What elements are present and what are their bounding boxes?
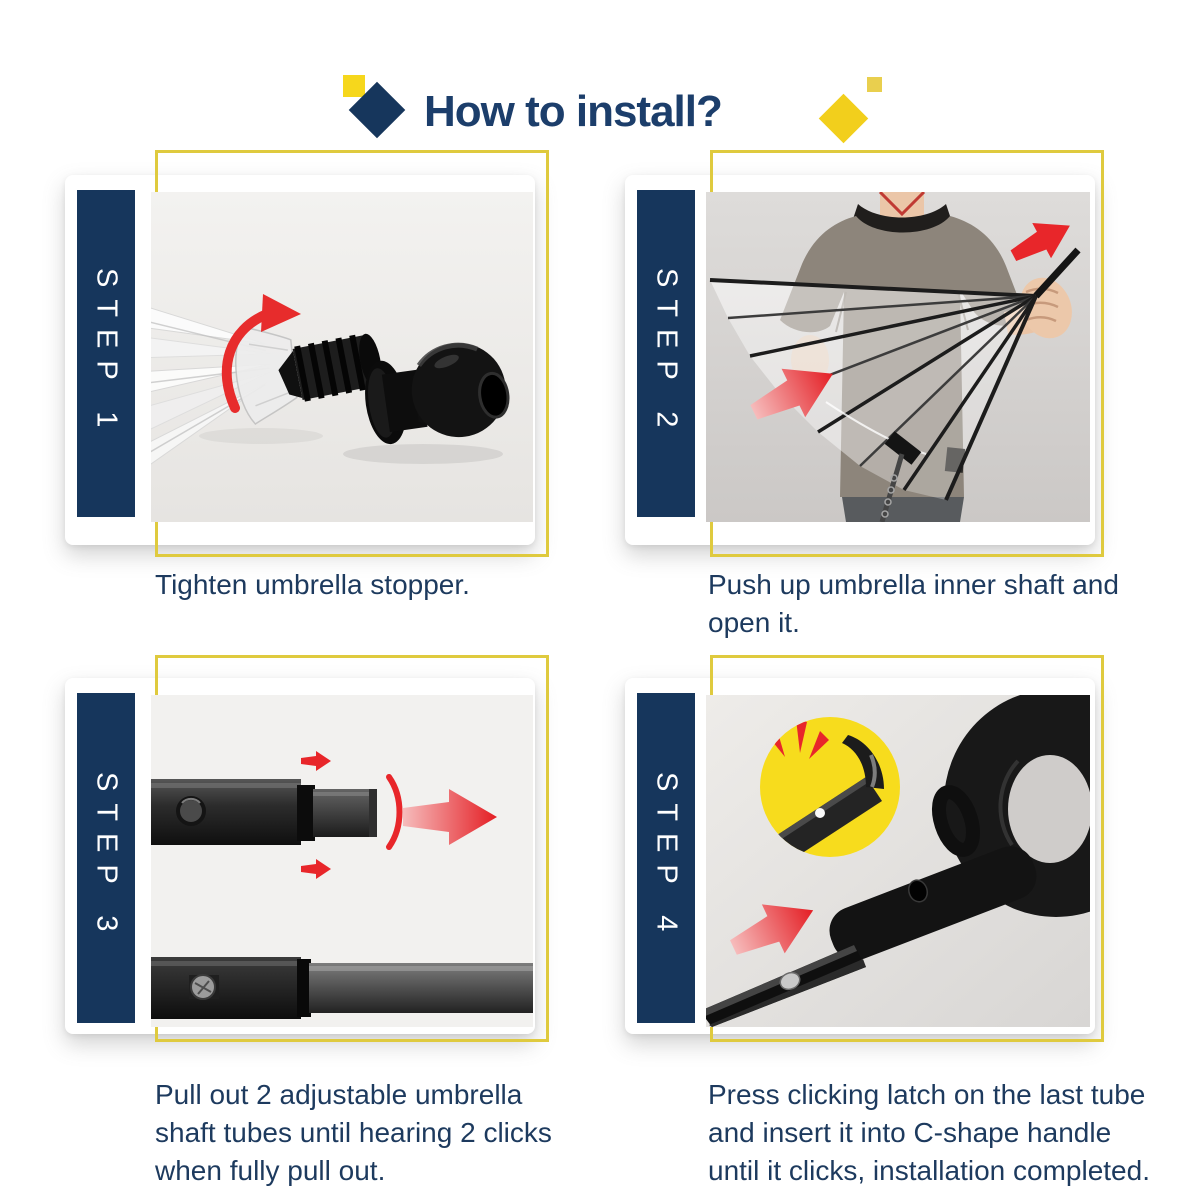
caption-line: Pull out 2 adjustable umbrella: [155, 1079, 523, 1110]
step-1-photo: [151, 192, 533, 522]
step-4-banner: [637, 693, 695, 1023]
lower-shaft-tube: [151, 957, 533, 1019]
step-3-banner: [77, 693, 135, 1023]
caption-line: Push up umbrella inner shaft and: [708, 569, 1119, 600]
shaft-tubes-illustration: [151, 695, 533, 1027]
step-1-caption: [155, 566, 470, 604]
caption-line: Tighten umbrella stopper.: [155, 569, 470, 600]
step-4-caption: [708, 1076, 1150, 1190]
yellow-square-small-icon: [867, 77, 882, 92]
page-title: How to install?: [424, 87, 722, 137]
step-2-caption: [708, 566, 1119, 642]
step-3-photo: [151, 695, 533, 1027]
step-1-label: STEP 1: [90, 267, 123, 440]
step-3-caption: [155, 1076, 552, 1190]
step-2-label: STEP 2: [650, 267, 683, 440]
caption-line: shaft tubes until hearing 2 clicks: [155, 1117, 552, 1148]
yellow-square-icon: [343, 75, 365, 97]
caption-line: until it clicks, installation completed.: [708, 1155, 1150, 1186]
open-umbrella-illustration: [706, 192, 1090, 522]
step-4-label: STEP 4: [650, 772, 683, 944]
c-handle-illustration: [706, 695, 1090, 1027]
caption-line: Press clicking latch on the last tube: [708, 1079, 1146, 1110]
umbrella-stopper-illustration: [151, 192, 533, 522]
latch-pin-dot: [815, 808, 825, 818]
caption-line: when fully pull out.: [155, 1155, 386, 1186]
step-1-banner: [77, 190, 135, 517]
step-3-label: STEP 3: [90, 772, 123, 944]
caption-line: and insert it into C-shape handle: [708, 1117, 1112, 1148]
step-2-banner: [637, 190, 695, 517]
step-4-photo: [706, 695, 1090, 1027]
caption-line: open it.: [708, 607, 800, 638]
step-2-photo: [706, 192, 1090, 522]
yellow-diamond-icon: [819, 94, 868, 143]
